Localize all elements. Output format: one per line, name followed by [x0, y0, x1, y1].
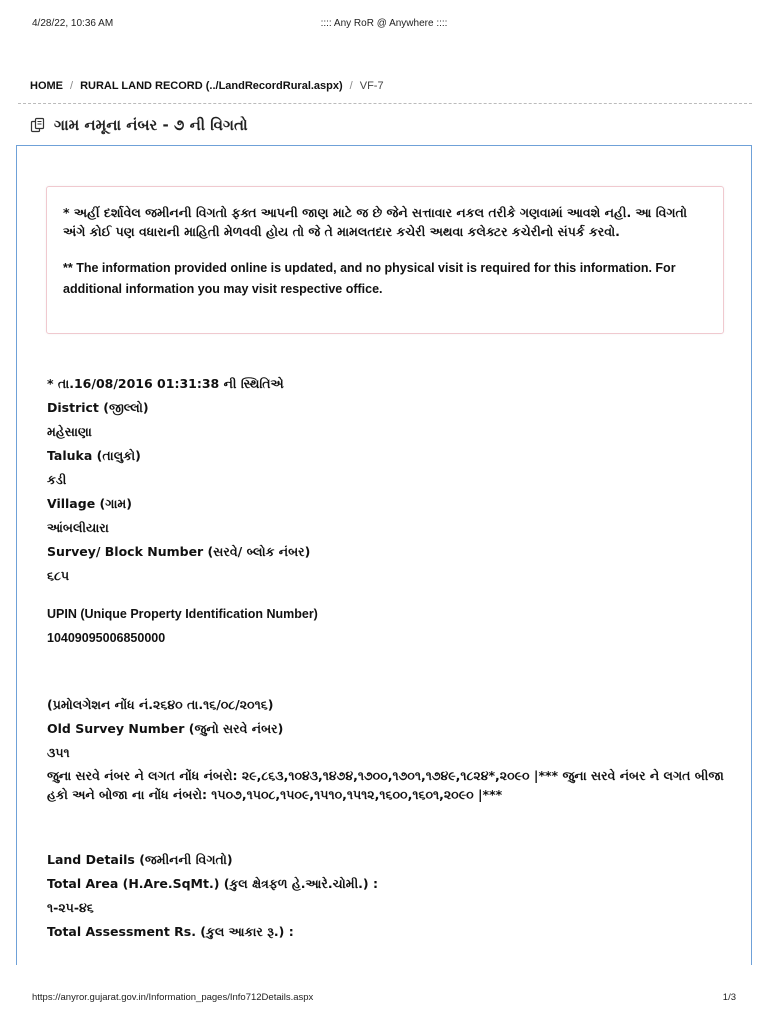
old-survey-value: ૩૫૧ [47, 745, 70, 760]
breadcrumb [30, 80, 384, 92]
print-url: https://anyror.gujarat.gov.in/Information_pages/Info712Details.aspx [32, 992, 314, 1003]
status-as-of: * તા.16/08/2016 01:31:38 ની સ્થિતિએ [47, 376, 284, 391]
header-divider [18, 103, 752, 104]
district-label: District (જીલ્લો) [47, 400, 149, 415]
total-area-label: Total Area (H.Are.SqMt.) (કુલ ક્ષેત્રફળ હે.આરે.ચોમી.) : [47, 876, 378, 891]
total-assessment-label: Total Assessment Rs. (કુલ આકાર રૂ.) : [47, 924, 294, 939]
print-header [32, 18, 736, 32]
disclaimer-english: ** The information provided online is updated, and no physical visit is required for this information. For additional information you may visit respective office. [63, 261, 676, 296]
land-details-label: Land Details (જમીનની વિગતો) [47, 852, 233, 867]
village-value: આંબલીયારા [47, 520, 109, 535]
promulgation-note: (પ્રમોલગેશન નોંધ નં.૨૬૪૦ તા.૧૬/૦૮/૨૦૧૬) [47, 697, 274, 712]
page-title: ગામ નમૂના નંબર - ૭ ની વિગતો [54, 116, 248, 134]
record-details [47, 372, 727, 944]
page-heading [30, 116, 248, 134]
old-survey-entries: જુના સરવે નંબર ને લગત નોંધ નંબરો: ૨૯,૮૬૩,૧૦૪૩,૧૪૭૪,૧૭૦૦,૧૭૦૧,૧૭૪૯,૧૮૨૪*,૨૦૯૦ |*** જુના સરવે નંબર ને લગત બીજા હકો અને બોજા ના નોંધ નંબરો: ૧૫૦૭,૧૫૦૮,૧૫૦૯,૧૫૧૦,૧૫૧૨,૧૬૦૦,૧૬૦૧,૨૦૯૦ |*** [47, 768, 724, 802]
survey-number-label: Survey/ Block Number (સરવે/ બ્લોક નંબર) [47, 544, 311, 559]
taluka-value: કડી [47, 472, 67, 487]
details-panel [16, 145, 752, 965]
page-indicator: 1/3 [722, 992, 736, 1003]
village-label: Village (ગામ) [47, 496, 132, 511]
breadcrumb-current: VF-7 [359, 80, 384, 92]
old-survey-label: Old Survey Number (જુનો સરવે નંબર) [47, 721, 284, 736]
breadcrumb-separator: / [70, 80, 74, 92]
document-copy-icon [30, 117, 46, 133]
total-area-value: ૧-૨૫-૪૬ [47, 900, 94, 915]
survey-number-value: ૬૮૫ [47, 568, 70, 583]
upin-label: UPIN (Unique Property Identification Number) [47, 607, 318, 621]
breadcrumb-separator: / [349, 80, 353, 92]
print-datetime: 4/28/22, 10:36 AM [32, 18, 114, 29]
district-value: મહેસાણા [47, 424, 92, 439]
breadcrumb-home-link[interactable]: HOME [30, 80, 63, 92]
taluka-label: Taluka (તાલુકો) [47, 448, 141, 463]
disclaimer-gujarati: * અહીં દર્શાવેલ જમીનની વિગતો ફક્ત આપની જાણ માટે જ છે જેને સત્તાવાર નકલ તરીકે ગણવામાં આવશે નહી. આ વિગતો અંગે કોઈ પણ વધારાની માહિતી મેળવવી હોય તો જે તે મામલતદાર કચેરી અથવા કલેક્ટર કચેરીનો સંપર્ક કરવો. [63, 205, 687, 239]
upin-value: 10409095006850000 [47, 631, 166, 645]
breadcrumb-rural-land-record-link[interactable]: RURAL LAND RECORD (../LandRecordRural.aspx) [80, 80, 343, 92]
disclaimer-box [46, 186, 724, 334]
print-site-title: :::: Any RoR @ Anywhere :::: [320, 18, 448, 29]
